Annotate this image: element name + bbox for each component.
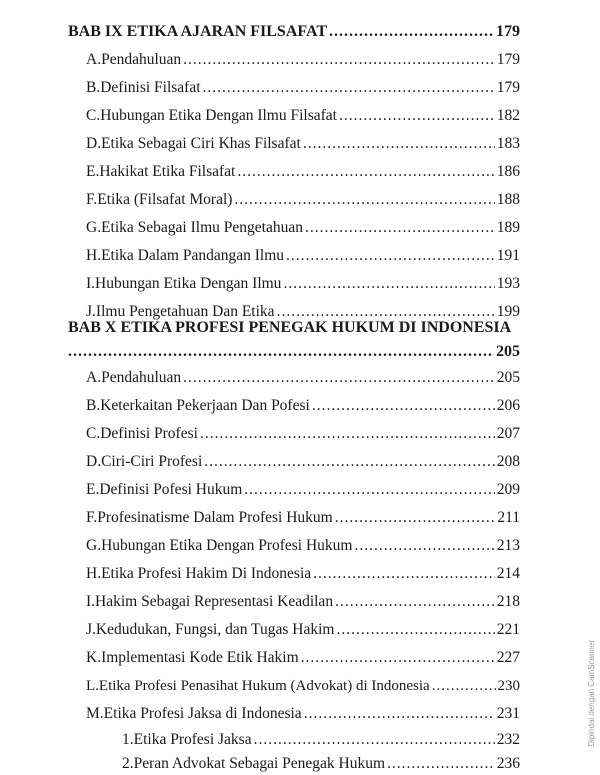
leader-dots [335,508,496,528]
entry-title: Etika Profesi Penasihat Hukum (Advokat) di Indonesia [98,678,430,694]
entry-page: 189 [496,219,520,236]
entry-page: 218 [496,593,520,610]
entry-letter: H. [86,247,102,264]
entry-title: Definisi Pofesi Hukum [99,481,243,498]
toc-entry [86,246,520,266]
entry-page: 199 [496,303,520,320]
toc-entry [86,676,520,696]
leader-dots [329,22,494,42]
entry-page: 193 [496,275,520,292]
entry-page: 206 [496,397,520,414]
entry-title: Etika Dalam Pandangan Ilmu [101,247,285,264]
toc-entry [86,564,520,584]
subentry-page: 236 [496,755,520,772]
entry-page: 230 [497,678,520,694]
entry-letter: F. [86,191,98,208]
entry-title: Kedudukan, Fungsi, dan Tugas Hakim [95,621,335,638]
entry-page: 205 [496,369,520,386]
entry-letter: G. [86,537,102,554]
entry-title: Hakim Sebagai Representasi Keadilan [95,593,334,610]
toc-entry [86,480,520,500]
subentry-number: 1. [122,731,134,748]
toc-entry [86,162,520,182]
leader-dots [313,564,495,584]
entry-page: 182 [496,107,520,124]
entry-page: 211 [497,509,520,526]
entry-page: 191 [496,247,520,264]
entry-letter: E. [86,163,100,180]
entry-title: Etika Sebagai Ilmu Pengetahuan [101,219,303,236]
entry-letter: H. [86,565,102,582]
leader-dots [68,342,494,362]
leader-dots [301,648,495,668]
toc-entry [86,424,520,444]
leader-dots [183,368,495,388]
toc-entry [86,648,520,668]
entry-page: 221 [496,621,520,638]
entry-letter: I. [86,593,96,610]
entry-letter: B. [86,79,101,96]
entry-page: 213 [496,537,520,554]
leader-dots [387,754,495,774]
toc-entry [86,508,520,528]
entry-page: 214 [496,565,520,582]
toc-entry [86,106,520,126]
subentry-number: 2. [122,755,134,772]
entry-letter: D. [86,135,102,152]
entry-page: 209 [496,481,520,498]
entry-page: 208 [496,453,520,470]
chapter-title: BAB X ETIKA PROFESI PENEGAK HUKUM DI INDONESIA [68,319,512,336]
entry-letter: A. [86,51,102,68]
toc-entry [86,536,520,556]
toc-subentry [122,754,520,774]
entry-page: 188 [496,191,520,208]
chapter-title: BAB IX ETIKA AJARAN FILSAFAT [68,23,328,40]
leader-dots [237,162,494,182]
entry-letter: C. [86,425,101,442]
entry-letter: J. [86,621,96,638]
leader-dots [200,424,495,444]
leader-dots [305,218,495,238]
chapter-heading [68,22,520,42]
toc-entry [86,704,520,724]
entry-page: 183 [496,135,520,152]
toc-entry [86,134,520,154]
entry-title: Definisi Profesi [100,425,198,442]
entry-letter: I. [86,275,96,292]
toc-subentry [122,730,520,750]
entry-letter: J. [86,303,96,320]
entry-letter: B. [86,397,101,414]
entry-title: Profesinatisme Dalam Profesi Hukum [97,509,333,526]
entry-page: 227 [496,649,520,666]
leader-dots [203,78,495,98]
entry-title: Hakikat Etika Filsafat [99,163,236,180]
entry-title: Hubungan Etika Dengan Ilmu [95,275,282,292]
leader-dots [303,134,495,154]
entry-letter: G. [86,219,102,236]
leader-dots [283,274,494,294]
toc-entry [86,396,520,416]
entry-letter: K. [86,649,102,666]
toc-entry [86,190,520,210]
scanner-watermark: Dipindai dengan CamScanner [587,640,596,747]
leader-dots [183,50,495,70]
entry-title: Hubungan Etika Dengan Profesi Hukum [101,537,353,554]
toc-entry [86,620,520,640]
entry-page: 186 [496,163,520,180]
leader-dots [244,480,494,500]
entry-title: Etika Profesi Jaksa di Indonesia [103,705,302,722]
entry-page: 231 [496,705,520,722]
entry-page: 179 [496,51,520,68]
entry-letter: M. [86,705,104,722]
entry-letter: C. [86,107,101,124]
entry-title: Keterkaitan Pekerjaan Dan Pofesi [100,397,310,414]
entry-page: 179 [496,79,520,96]
entry-title: Implementasi Kode Etik Hakim [101,649,299,666]
entry-title: Etika Profesi Hakim Di Indonesia [101,565,312,582]
entry-letter: L. [86,678,99,694]
leader-dots [339,106,495,126]
entry-page: 207 [496,425,520,442]
chapter-page: 205 [496,343,520,360]
toc-entry [86,78,520,98]
entry-title: Definisi Filsafat [100,79,201,96]
leader-dots [354,536,494,556]
chapter-page: 179 [496,23,520,40]
subentry-title: Peran Advokat Sebagai Penegak Hukum [133,755,386,772]
toc-entry [86,452,520,472]
subentry-page: 232 [496,731,520,748]
toc-entry [86,592,520,612]
leader-dots [336,620,494,640]
entry-letter: F. [86,509,98,526]
leader-dots [432,676,496,696]
entry-title: Etika Sebagai Ciri Khas Filsafat [101,135,301,152]
subentry-title: Etika Profesi Jaksa [133,731,252,748]
toc-entry [86,368,520,388]
toc-entry [86,218,520,238]
leader-dots [312,396,495,416]
leader-dots [304,704,495,724]
entry-letter: A. [86,369,102,386]
leader-dots [234,190,494,210]
entry-title: Hubungan Etika Dengan Ilmu Filsafat [100,107,337,124]
toc-entry [86,50,520,70]
leader-dots [204,452,494,472]
leader-dots [254,730,495,750]
entry-title: Ciri-Ciri Profesi [101,453,203,470]
chapter-heading [68,318,511,338]
leader-dots [286,246,495,266]
entry-title: Pendahuluan [101,369,182,386]
entry-title: Pendahuluan [101,51,182,68]
entry-letter: E. [86,481,100,498]
chapter-heading-continuation [68,342,520,362]
entry-title: Etika (Filsafat Moral) [97,191,233,208]
entry-letter: D. [86,453,102,470]
entry-title: Ilmu Pengetahuan Dan Etika [95,303,275,320]
leader-dots [335,592,495,612]
toc-entry [86,274,520,294]
